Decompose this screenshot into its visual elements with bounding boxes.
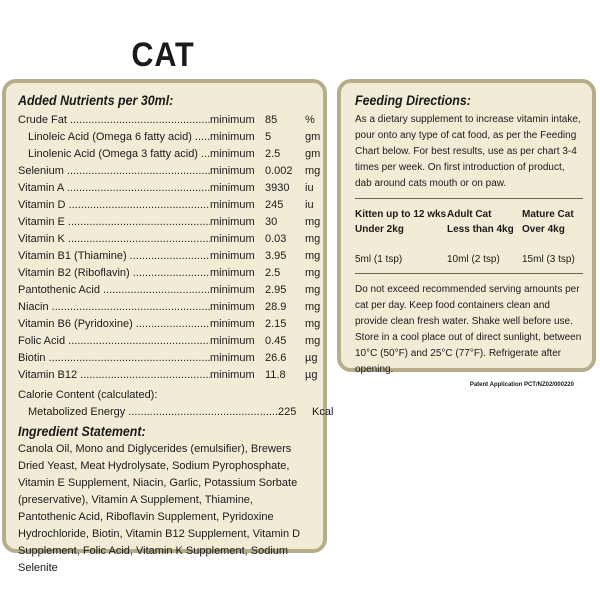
nutrient-value: 2.5 bbox=[265, 267, 281, 279]
nutrient-name: Vitamin B2 (Riboflavin) ..... bbox=[18, 265, 210, 282]
nutrient-value: 26.6 bbox=[265, 352, 287, 364]
nutrient-qualifier: minimum bbox=[210, 250, 255, 262]
nutrients-heading: Added Nutrients per 30ml: bbox=[18, 93, 174, 108]
nutrient-name: Linoleic Acid (Omega 6 fatty acid) ..... bbox=[18, 129, 210, 146]
nutrient-name: Linolenic Acid (Omega 3 fatty acid) ..... bbox=[18, 146, 210, 163]
nutrient-value: 5 bbox=[265, 131, 272, 143]
nutrient-unit: mg bbox=[305, 284, 321, 296]
nutrient-row bbox=[18, 231, 321, 248]
nutrient-value: 2.95 bbox=[265, 284, 287, 296]
nutrient-row bbox=[18, 265, 321, 282]
nutrient-row bbox=[18, 350, 318, 367]
nutrient-qualifier: minimum bbox=[210, 369, 255, 381]
nutrient-unit: iu bbox=[305, 199, 314, 211]
calorie-label: Calorie Content (calculated): bbox=[18, 389, 158, 401]
nutrient-value: 0.03 bbox=[265, 233, 287, 245]
product-title: CAT bbox=[131, 36, 195, 74]
nutrient-name: Vitamin B12 ..... bbox=[18, 367, 210, 384]
nutrient-unit: mg bbox=[305, 318, 321, 330]
nutrient-qualifier: minimum bbox=[210, 131, 255, 143]
ingredients-text: Canola Oil, Mono and Diglycerides (emulsifier), Brewers Dried Yeast, Meat Hydrolysate, Sodium Pyrophosphate, Vitamin E Supplement, Niacin, Garlic, Potassium Sorbate (preservative), Vitamin A Supplement, Thiamine, Pantothenic Acid, Riboflavin Supplement, Pyridoxine Hydrochloride, Biotin, Vitamin B12 Supplement, Vitamin D Supplement, Folic Acid, Vitamin K Supplement, Sodium Selenite bbox=[18, 443, 301, 574]
nutrient-row bbox=[18, 163, 321, 180]
nutrient-row bbox=[18, 129, 321, 146]
nutrient-qualifier: minimum bbox=[210, 318, 255, 330]
chart-amount-kitten: 5ml (1 tsp) bbox=[355, 254, 403, 265]
nutrient-value: 85 bbox=[265, 114, 278, 126]
nutrient-unit: mg bbox=[305, 335, 321, 347]
nutrient-row bbox=[18, 197, 313, 214]
nutrient-value: 30 bbox=[265, 216, 278, 228]
nutrient-name: Selenium ..... bbox=[18, 163, 210, 180]
nutrient-unit: µg bbox=[305, 352, 318, 364]
divider bbox=[355, 273, 583, 274]
chart-head-mature: Mature Cat Over 4kg bbox=[522, 209, 574, 235]
nutrient-qualifier: minimum bbox=[210, 182, 255, 194]
feeding-chart bbox=[355, 207, 582, 267]
nutrient-qualifier: minimum bbox=[210, 199, 255, 211]
nutrient-qualifier: minimum bbox=[210, 352, 255, 364]
nutrient-row bbox=[18, 316, 321, 333]
nutrient-name: Vitamin K ..... bbox=[18, 231, 210, 248]
nutrient-row bbox=[18, 367, 318, 384]
nutrient-value: 11.8 bbox=[265, 369, 286, 381]
nutrient-name: Vitamin D ..... bbox=[18, 197, 210, 214]
nutrient-name: Crude Fat ..... bbox=[18, 112, 210, 129]
nutrient-row bbox=[18, 146, 321, 163]
nutrient-unit: mg bbox=[305, 233, 321, 245]
feeding-warning: Do not exceed recommended serving amounts per cat per day. Keep food containers clean and provide clean fresh water. Shake well before use. Store in a cool place out of direct sunlight, between 10°C (50°F) and 25°C (77°F). Refrigerate after opening. bbox=[355, 284, 582, 375]
nutrient-row bbox=[18, 282, 321, 299]
nutrient-name: Niacin ..... bbox=[18, 299, 210, 316]
nutrient-unit: iu bbox=[305, 182, 314, 194]
nutrient-qualifier: minimum bbox=[210, 148, 255, 160]
nutrient-unit: % bbox=[305, 114, 315, 126]
nutrient-qualifier: minimum bbox=[210, 301, 255, 313]
nutrient-value: 3.95 bbox=[265, 250, 287, 262]
nutrient-unit: gm bbox=[305, 148, 321, 160]
nutrient-value: 2.5 bbox=[265, 148, 281, 160]
nutrient-unit: mg bbox=[305, 216, 321, 228]
energy-row bbox=[18, 404, 334, 421]
nutrient-qualifier: minimum bbox=[210, 165, 255, 177]
feeding-heading: Feeding Directions: bbox=[355, 93, 471, 108]
nutrient-unit: mg bbox=[305, 250, 321, 262]
ingredients-section bbox=[18, 423, 313, 577]
nutrient-qualifier: minimum bbox=[210, 284, 255, 296]
nutrient-name: Biotin ..... bbox=[18, 350, 210, 367]
chart-head-kitten: Kitten up to 12 wks Under 2kg bbox=[355, 209, 447, 235]
energy-value: 225 bbox=[278, 406, 297, 418]
nutrient-value: 245 bbox=[265, 199, 284, 211]
nutrients-table bbox=[18, 112, 334, 421]
nutrient-row bbox=[18, 112, 313, 129]
patent-note: Patent Application PCT/NZ02/000220 bbox=[469, 382, 574, 388]
chart-head-adult: Adult Cat Less than 4kg bbox=[447, 209, 514, 235]
nutrient-qualifier: minimum bbox=[210, 216, 255, 228]
chart-amount-adult: 10ml (2 tsp) bbox=[447, 254, 500, 265]
divider bbox=[355, 198, 583, 199]
feeding-intro: As a dietary supplement to increase vitamin intake, pour onto any type of cat food, as per the Feeding Chart below. For best results, use as per chart 3-4 times per week. On first introduction of product, dab around cats mouth or on paw. bbox=[355, 114, 581, 189]
nutrient-unit: mg bbox=[305, 301, 321, 313]
energy-unit: Kcal bbox=[312, 406, 334, 418]
nutrient-value: 0.45 bbox=[265, 335, 287, 347]
nutrient-row bbox=[18, 299, 321, 316]
nutrients-panel bbox=[2, 79, 334, 574]
nutrient-unit: mg bbox=[305, 267, 321, 279]
nutrient-value: 28.9 bbox=[265, 301, 287, 313]
nutrient-qualifier: minimum bbox=[210, 114, 255, 126]
nutrient-qualifier: minimum bbox=[210, 335, 255, 347]
nutrient-value: 3930 bbox=[265, 182, 290, 194]
nutrient-unit: gm bbox=[305, 131, 321, 143]
feeding-panel bbox=[337, 79, 596, 388]
nutrient-value: 2.15 bbox=[265, 318, 287, 330]
chart-amount-mature: 15ml (3 tsp) bbox=[522, 254, 575, 265]
nutrient-unit: mg bbox=[305, 165, 321, 177]
nutrient-value: 0.002 bbox=[265, 165, 293, 177]
nutrient-row bbox=[18, 180, 313, 197]
nutrient-row bbox=[18, 248, 321, 265]
ingredients-heading: Ingredient Statement: bbox=[18, 424, 146, 439]
nutrient-name: Vitamin B6 (Pyridoxine) ..... bbox=[18, 316, 210, 333]
nutrient-unit: µg bbox=[305, 369, 318, 381]
nutrient-name: Vitamin A ..... bbox=[18, 180, 210, 197]
nutrient-name: Vitamin B1 (Thiamine) ..... bbox=[18, 248, 210, 265]
nutrient-qualifier: minimum bbox=[210, 267, 255, 279]
nutrient-qualifier: minimum bbox=[210, 233, 255, 245]
nutrient-name: Vitamin E ..... bbox=[18, 214, 210, 231]
nutrient-row bbox=[18, 214, 321, 231]
nutrient-name: Pantothenic Acid ..... bbox=[18, 282, 210, 299]
nutrient-row bbox=[18, 333, 321, 350]
energy-name: Metabolized Energy ..... bbox=[18, 404, 278, 421]
nutrient-name: Folic Acid ..... bbox=[18, 333, 210, 350]
